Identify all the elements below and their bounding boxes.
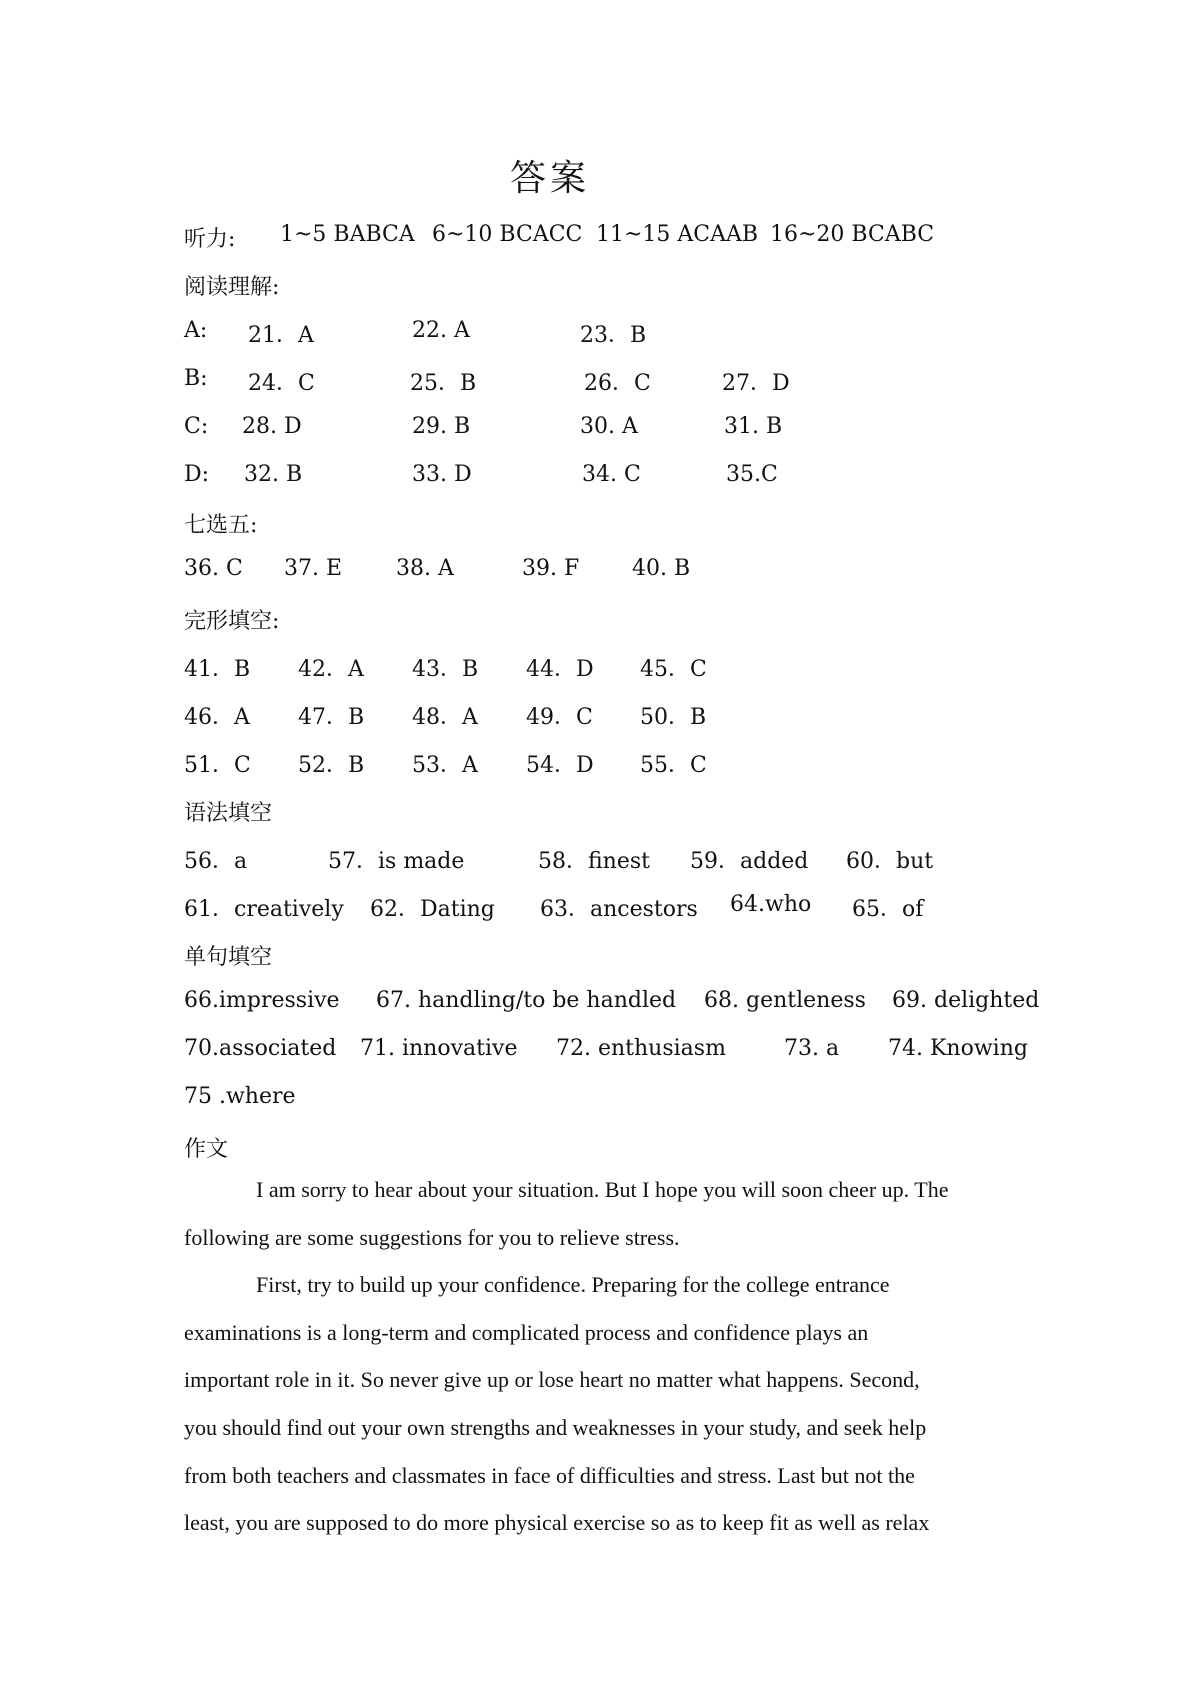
cloze-answer: 48．A	[412, 705, 478, 730]
essay-line: First, try to build up your confidence. Preparing for the college entrance	[256, 1272, 890, 1298]
sentence-fill-answer: 69. delighted	[892, 988, 1040, 1013]
essay-line: from both teachers and classmates in face of difficulties and stress. Last but not the	[184, 1462, 915, 1488]
reading-row-label: A:	[184, 318, 208, 343]
sentence-fill-answer: 70.associated	[184, 1036, 337, 1061]
cloze-answer: 51．C	[184, 753, 251, 778]
reading-answer: 29. B	[412, 414, 471, 439]
sentence-fill-answer: 68. gentleness	[704, 988, 866, 1013]
essay-line: important role in it. So never give up or lose heart no matter what happens. Second,	[184, 1367, 920, 1393]
writing-heading: 作文	[184, 1137, 229, 1162]
reading-answer: 23．B	[580, 323, 647, 348]
reading-answer: 30. A	[580, 414, 638, 439]
reading-answer: 25．B	[410, 371, 477, 396]
sentence-fill-heading: 单句填空	[184, 945, 273, 970]
essay-line: examinations is a long-term and complicated process and confidence plays an	[184, 1319, 869, 1345]
reading-answer: 35.C	[726, 462, 778, 487]
listening-group: 16~20 BCABC	[770, 222, 935, 247]
grammar-answer: 64.who	[730, 892, 812, 917]
reading-answer: 33. D	[412, 462, 472, 487]
cloze-heading: 完形填空:	[184, 609, 280, 634]
cloze-answer: 42．A	[298, 657, 364, 682]
grammar-answer: 59．added	[690, 849, 809, 874]
grammar-heading: 语法填空	[184, 801, 273, 826]
sentence-fill-answer: 67. handling/to be handled	[376, 988, 677, 1013]
reading-answer: 26．C	[584, 371, 651, 396]
page-title: 答案	[509, 158, 590, 199]
essay-line: following are some suggestions for you to relieve stress.	[184, 1224, 680, 1250]
listening-group: 1~5 BABCA	[280, 222, 415, 247]
grammar-answer: 65．of	[852, 897, 924, 922]
writing-essay	[184, 1166, 1034, 1547]
grammar-answer: 56．a	[184, 849, 248, 874]
grammar-answer: 57．is made	[328, 849, 465, 874]
cloze-answer: 44．D	[526, 657, 594, 682]
sentence-fill-answer: 73. a	[784, 1036, 840, 1061]
sentence-fill-answer: 75 .where	[184, 1084, 296, 1109]
grammar-answer: 60．but	[846, 849, 934, 874]
reading-answer: 32. B	[244, 462, 303, 487]
grammar-answer: 61．creatively	[184, 897, 344, 922]
cloze-answer: 45．C	[640, 657, 707, 682]
essay-line: least, you are supposed to do more physical exercise so as to keep fit as well as relax	[184, 1510, 930, 1536]
cloze-answer: 52．B	[298, 753, 365, 778]
seven-choose-five-answer: 39. F	[522, 556, 580, 581]
reading-answer: 34. C	[582, 462, 641, 487]
grammar-answer: 63．ancestors	[540, 897, 698, 922]
seven-choose-five-answer: 40. B	[632, 556, 691, 581]
reading-row-label: D:	[184, 462, 210, 487]
cloze-answer: 46．A	[184, 705, 250, 730]
reading-answer: 24．C	[248, 371, 315, 396]
reading-answer: 28. D	[242, 414, 302, 439]
cloze-answer: 49．C	[526, 705, 593, 730]
listening-group: 11~15 ACAAB	[596, 222, 759, 247]
sentence-fill-answer: 72. enthusiasm	[556, 1036, 726, 1061]
listening-label: 听力:	[184, 227, 236, 252]
seven-choose-five-answer: 36. C	[184, 556, 243, 581]
grammar-answer: 62．Dating	[370, 897, 495, 922]
cloze-answer: 54．D	[526, 753, 594, 778]
cloze-answer: 53．A	[412, 753, 478, 778]
sentence-fill-answer: 74. Knowing	[888, 1036, 1028, 1061]
reading-answer: 22. A	[412, 318, 470, 343]
reading-row-label: B:	[184, 366, 208, 391]
reading-row-label: C:	[184, 414, 209, 439]
sentence-fill-answer: 71. innovative	[360, 1036, 518, 1061]
reading-answer: 31. B	[724, 414, 783, 439]
cloze-answer: 50．B	[640, 705, 707, 730]
cloze-answer: 43．B	[412, 657, 479, 682]
essay-line: I am sorry to hear about your situation. But I hope you will soon cheer up. The	[256, 1177, 949, 1202]
listening-group: 6~10 BCACC	[432, 222, 583, 247]
essay-line: you should find out your own strengths and weaknesses in your study, and seek help	[184, 1414, 927, 1440]
seven-choose-five-answer: 38. A	[396, 556, 454, 581]
cloze-answer: 55．C	[640, 753, 707, 778]
reading-answer: 21．A	[248, 323, 314, 348]
reading-answer: 27．D	[722, 371, 790, 396]
cloze-answer: 41．B	[184, 657, 251, 682]
seven-choose-five-heading: 七选五:	[184, 513, 258, 538]
seven-choose-five-answer: 37. E	[284, 556, 343, 581]
cloze-answer: 47．B	[298, 705, 365, 730]
sentence-fill-answer: 66.impressive	[184, 988, 340, 1013]
reading-heading: 阅读理解:	[184, 275, 280, 300]
grammar-answer: 58．finest	[538, 849, 650, 874]
